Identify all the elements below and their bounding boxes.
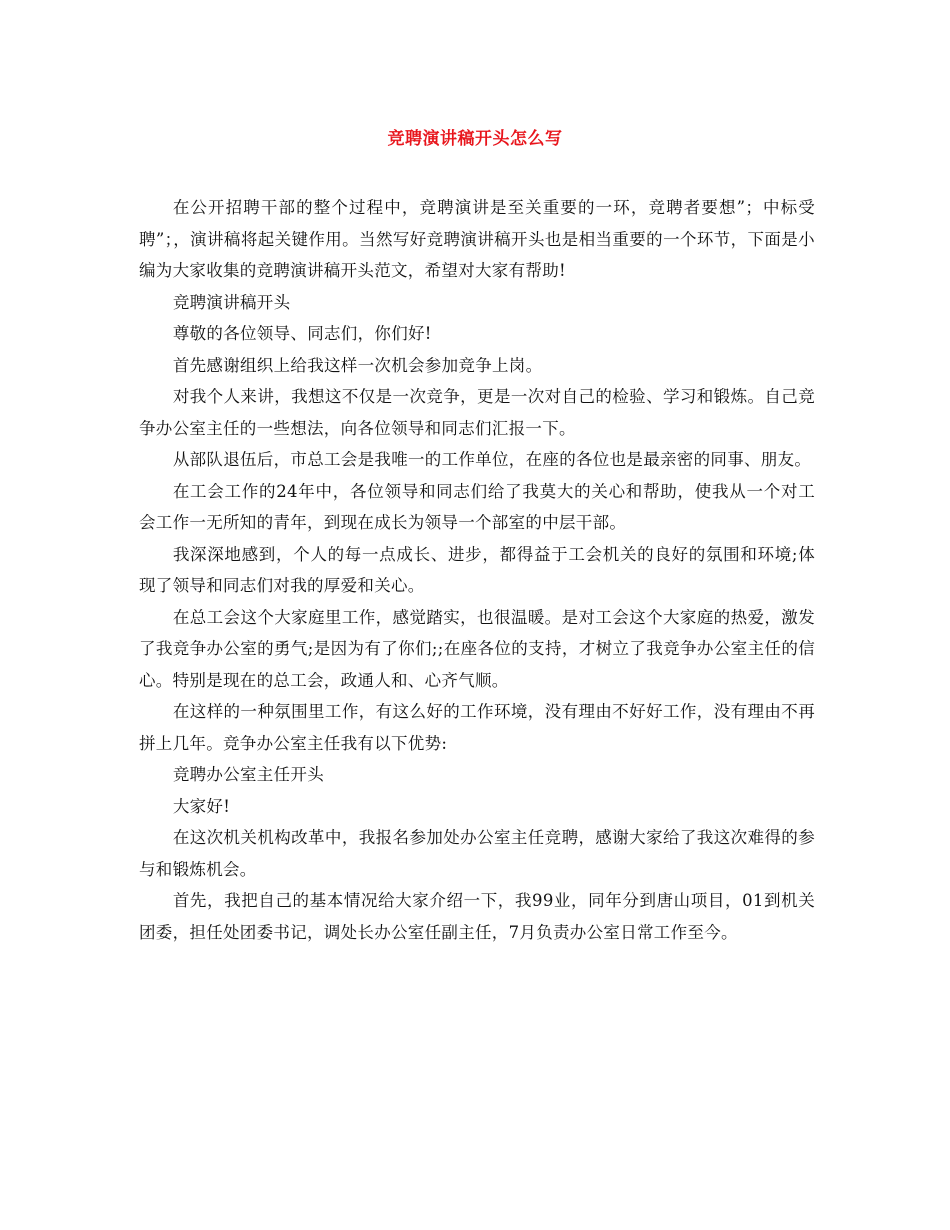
paragraph: 在总工会这个大家庭里工作，感觉踏实，也很温暖。是对工会这个大家庭的热爱，激发了我竞争办公室的勇气;是因为有了你们;;在座各位的支持，才树立了我竞争办公室主任的信心。特别是现在的总工会，政通人和、心齐气顺。 [139, 607, 815, 690]
paragraph: 竞聘办公室主任开头 [172, 765, 325, 784]
paragraph: 对我个人来讲，我想这不仅是一次竞争，更是一次对自己的检验、学习和锻炼。自己竞争办公室主任的一些想法，向各位领导和同志们汇报一下。 [139, 387, 815, 438]
paragraph: 竞聘演讲稿开头 [172, 292, 291, 312]
document-title: 竞聘演讲稿开头怎么写 [387, 129, 563, 149]
paragraph: 大家好! [172, 796, 231, 816]
paragraph: 首先，我把自己的基本情况给大家介绍一下，我99业，同年分到唐山项目，01到机关团委，担任处团委书记，调处长办公室任副主任，7月负责办公室日常工作至今。 [139, 891, 815, 942]
paragraph: 尊敬的各位领导、同志们，你们好! [172, 324, 432, 343]
paragraph: 在公开招聘干部的整个过程中，竞聘演讲是至关重要的一环，竞聘者要想”；中标受聘”；，演讲稿将起关键作用。当然写好竞聘演讲稿开头也是相当重要的一个环节，下面是小编为大家收集的竞聘演讲稿开头范文，希望对大家有帮助! [139, 198, 815, 280]
paragraph: 首先感谢组织上给我这样一次机会参加竞争上岗。 [172, 355, 543, 375]
paragraph: 在这次机关机构改革中，我报名参加处办公室主任竞聘，感谢大家给了我这次难得的参与和锻炼机会。 [139, 828, 815, 879]
paragraph: 我深深地感到，个人的每一点成长、进步，都得益于工会机关的良好的氛围和环境;体现了领导和同志们对我的厚爱和关心。 [139, 544, 815, 595]
paragraph: 从部队退伍后，市总工会是我唯一的工作单位，在座的各位也是最亲密的同事、朋友。 [172, 450, 812, 469]
paragraph: 在这样的一种氛围里工作，有这么好的工作环境，没有理由不好好工作，没有理由不再拼上几年。竞争办公室主任我有以下优势: [139, 702, 815, 753]
paragraph: 在工会工作的24年中，各位领导和同志们给了我莫大的关心和帮助，使我从一个对工会工作一无所知的青年，到现在成长为领导一个部室的中层干部。 [139, 481, 815, 532]
document-body [139, 192, 815, 948]
